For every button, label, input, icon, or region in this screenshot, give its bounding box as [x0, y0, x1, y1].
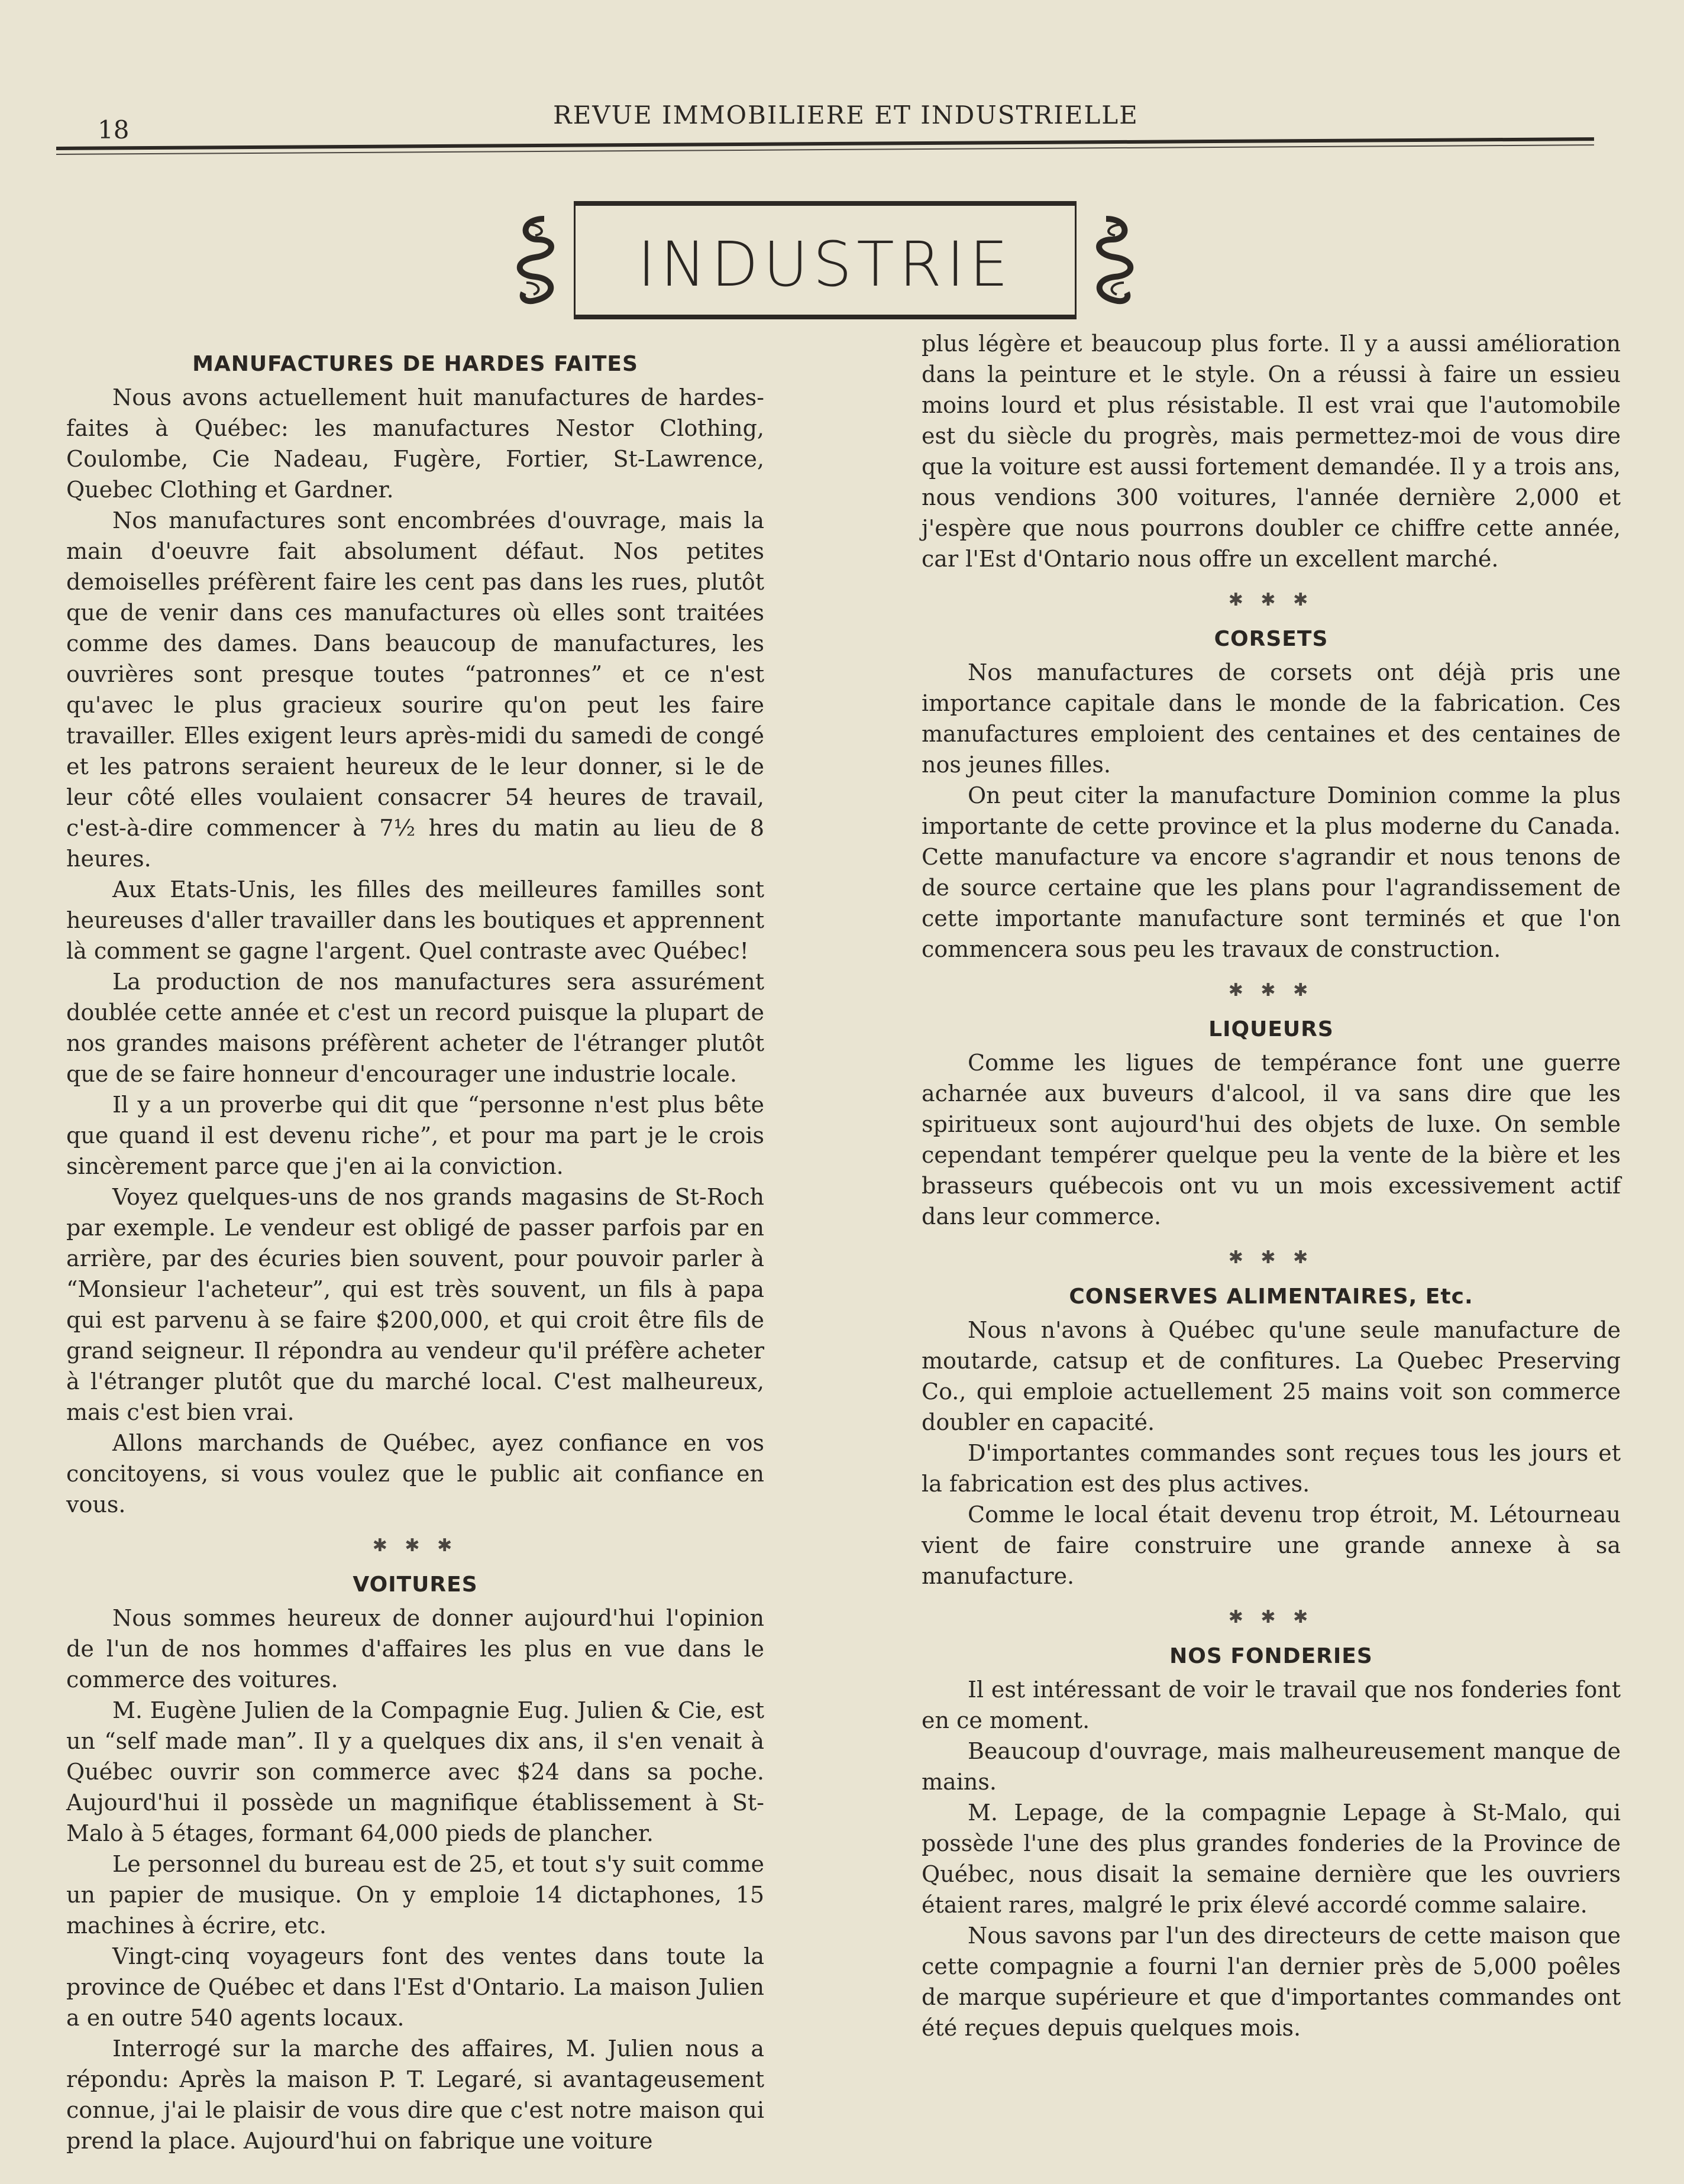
masthead-frame	[574, 201, 1077, 319]
right-column	[922, 328, 1621, 2043]
paragraph: Il y a un proverbe qui dit que “personne n'est plus bête que quand il est devenu riche”, et pour ma part je le crois sincèrement parce que j'en ai la conviction.	[66, 1092, 764, 1179]
section-masthead	[509, 195, 1159, 331]
paragraph: Nos manufactures sont encombrées d'ouvrage, mais la main d'oeuvre fait absolument défaut. Nos petites demoiselles préfèrent faire les cent pas dans les rues, plutôt que de venir dans ces manufactures où elles sont traitées comme des dames. Dans beaucoup de manufactures, les ouvrières sont presque toutes “patronnes” et ce n'est qu'avec le plus gracieux sourire qu'on peut les faire travailler. Elles exigent leurs après-midi du samedi de congé et les patrons seraient heureux de le leur donner, si le de leur côté elles voulaient consacrer 54 heures de travail, c'est-à-dire commencer à 7½ hres du matin au lieu de 8 heures.	[66, 507, 764, 872]
paragraph: Voyez quelques-uns de nos grands magasins de St-Roch par exemple. Le vendeur est obligé de passer parfois par en arrière, par des écuries bien souvent, pour pouvoir parler à “Monsieur l'acheteur”, qui est très souvent, un fils à papa qui est parvenu à se faire $200,000, et qui croit être fils de grand seigneur. Il répondra au vendeur qu'il préfère acheter à l'étranger plutôt que du marché local. C'est malheureux, mais c'est bien vrai.	[66, 1184, 764, 1425]
paragraph: Allons marchands de Québec, ayez confiance en vos concitoyens, si vous voulez que le public ait confiance en vous.	[66, 1430, 764, 1518]
paragraph: Vingt-cinq voyageurs font des ventes dans toute la province de Québec et dans l'Est d'Ontario. La maison Julien a en outre 540 agents locaux.	[66, 1943, 764, 2031]
paragraph: Il est intéressant de voir le travail que nos fonderies font en ce moment.	[922, 1677, 1621, 1733]
section-separator: ✱ ✱ ✱	[1228, 1607, 1314, 1628]
section-title-manufactures: MANUFACTURES DE HARDES FAITES	[192, 352, 638, 376]
paragraph: Beaucoup d'ouvrage, mais malheureusement manque de mains.	[922, 1738, 1621, 1795]
paragraph: Comme le local était devenu trop étroit, M. Létourneau vient de faire construire une grande annexe à sa manufacture.	[922, 1502, 1621, 1589]
paragraph: On peut citer la manufacture Dominion comme la plus importante de cette province et la plus moderne du Canada. Cette manufacture va encore s'agrandir et nous tenons de de source certaine que les plans pour l'agrandissement de cette importante manufacture sont terminés et que l'on commencera sous peu les travaux de construction.	[922, 782, 1621, 962]
scroll-ornament-icon	[1085, 213, 1142, 308]
journal-title: REVUE IMMOBILIERE ET INDUSTRIELLE	[553, 101, 1139, 130]
left-column	[66, 337, 764, 2156]
scroll-ornament-icon	[509, 213, 565, 308]
paragraph: Nous n'avons à Québec qu'une seule manufacture de moutarde, catsup et de confitures. La Quebec Preserving Co., qui emploie actuellement 25 mains voit son commerce doubler en capacité.	[922, 1317, 1621, 1435]
section-separator: ✱ ✱ ✱	[1228, 1247, 1314, 1268]
header-rule	[56, 137, 1594, 150]
section-title-fonderies: NOS FONDERIES	[1169, 1644, 1373, 1668]
paragraph: Nos manufactures de corsets ont déjà pris une importance capitale dans le monde de la fabrication. Ces manufactures emploient des centaines et des centaines de nos jeunes filles.	[922, 659, 1621, 778]
paragraph: La production de nos manufactures sera assurément doublée cette année et c'est un record puisque la plupart de nos grandes maisons préfèrent acheter de l'étranger plutôt que de se faire honneur d'encourager une industrie locale.	[66, 969, 764, 1087]
page-number: 18	[98, 115, 130, 144]
section-title-voitures: VOITURES	[353, 1573, 478, 1597]
section-title-liqueurs: LIQUEURS	[1208, 1017, 1334, 1041]
paragraph: Aux Etats-Unis, les filles des meilleures familles sont heureuses d'aller travailler dans les boutiques et apprennent là comment se gagne l'argent. Quel contraste avec Québec!	[66, 876, 764, 964]
paragraph: Interrogé sur la marche des affaires, M. Julien nous a répondu: Après la maison P. T. Legaré, si avantageusement connue, j'ai le plaisir de vous dire que c'est notre maison qui prend la place. Aujourd'hui on fabrique une voiture	[66, 2036, 764, 2154]
masthead-title: INDUSTRIE	[637, 228, 1013, 300]
paragraph: D'importantes commandes sont reçues tous les jours et la fabrication est des plus actives.	[922, 1440, 1621, 1497]
section-separator: ✱ ✱ ✱	[1228, 980, 1314, 1001]
section-title-corsets: CORSETS	[1214, 627, 1329, 651]
section-separator: ✱ ✱ ✱	[1228, 590, 1314, 610]
paragraph: Nous savons par l'un des directeurs de cette maison que cette compagnie a fourni l'an dernier près de 5,000 poêles de marque supérieure et que d'importantes commandes ont été reçues depuis quelques mois.	[922, 1923, 1621, 2041]
paragraph: M. Eugène Julien de la Compagnie Eug. Julien & Cie, est un “self made man”. Il y a quelques dix ans, il s'en venait à Québec ouvrir son commerce avec $24 dans sa poche. Aujourd'hui il possède un magnifique établissement à St-Malo à 5 étages, formant 64,000 pieds de plancher.	[66, 1697, 764, 1846]
paragraph: M. Lepage, de la compagnie Lepage à St-Malo, qui possède l'une des plus grandes fonderies de la Province de Québec, nous disait la semaine dernière que les ouvriers étaient rares, malgré le prix élevé accordé comme salaire.	[922, 1800, 1621, 1918]
paragraph-continued: plus légère et beaucoup plus forte. Il y a aussi amélioration dans la peinture et le style. On a réussi à faire un essieu moins lourd et plus résistable. Il est vrai que l'automobile est du siècle du progrès, mais permettez-moi de vous dire que la voiture est aussi fortement demandée. Il y a trois ans, nous vendions 300 voitures, l'année dernière 2,000 et j'espère que nous pourrons doubler ce chiffre cette année, car l'Est d'Ontario nous offre un excellent marché.	[922, 331, 1621, 572]
paragraph: Le personnel du bureau est de 25, et tout s'y suit comme un papier de musique. On y emploie 14 dictaphones, 15 machines à écrire, etc.	[66, 1851, 764, 1939]
paragraph: Nous sommes heureux de donner aujourd'hui l'opinion de l'un de nos hommes d'affaires les plus en vue dans le commerce des voitures.	[66, 1605, 764, 1693]
section-separator: ✱ ✱ ✱	[372, 1535, 458, 1556]
running-header	[56, 89, 1594, 160]
paragraph: Comme les ligues de tempérance font une guerre acharnée aux buveurs d'alcool, il va sans dire que les spiritueux sont aujourd'hui des objets de luxe. On semble cependant tempérer quelque peu la vente de la bière et les brasseurs québecois ont vu un mois excessivement actif dans leur commerce.	[922, 1050, 1621, 1229]
section-title-conserves: CONSERVES ALIMENTAIRES, Etc.	[1069, 1284, 1473, 1309]
paragraph: Nous avons actuellement huit manufactures de hardes-faites à Québec: les manufactures Nestor Clothing, Coulombe, Cie Nadeau, Fugère, Fortier, St-Lawrence, Quebec Clothing et Gardner.	[66, 384, 764, 503]
